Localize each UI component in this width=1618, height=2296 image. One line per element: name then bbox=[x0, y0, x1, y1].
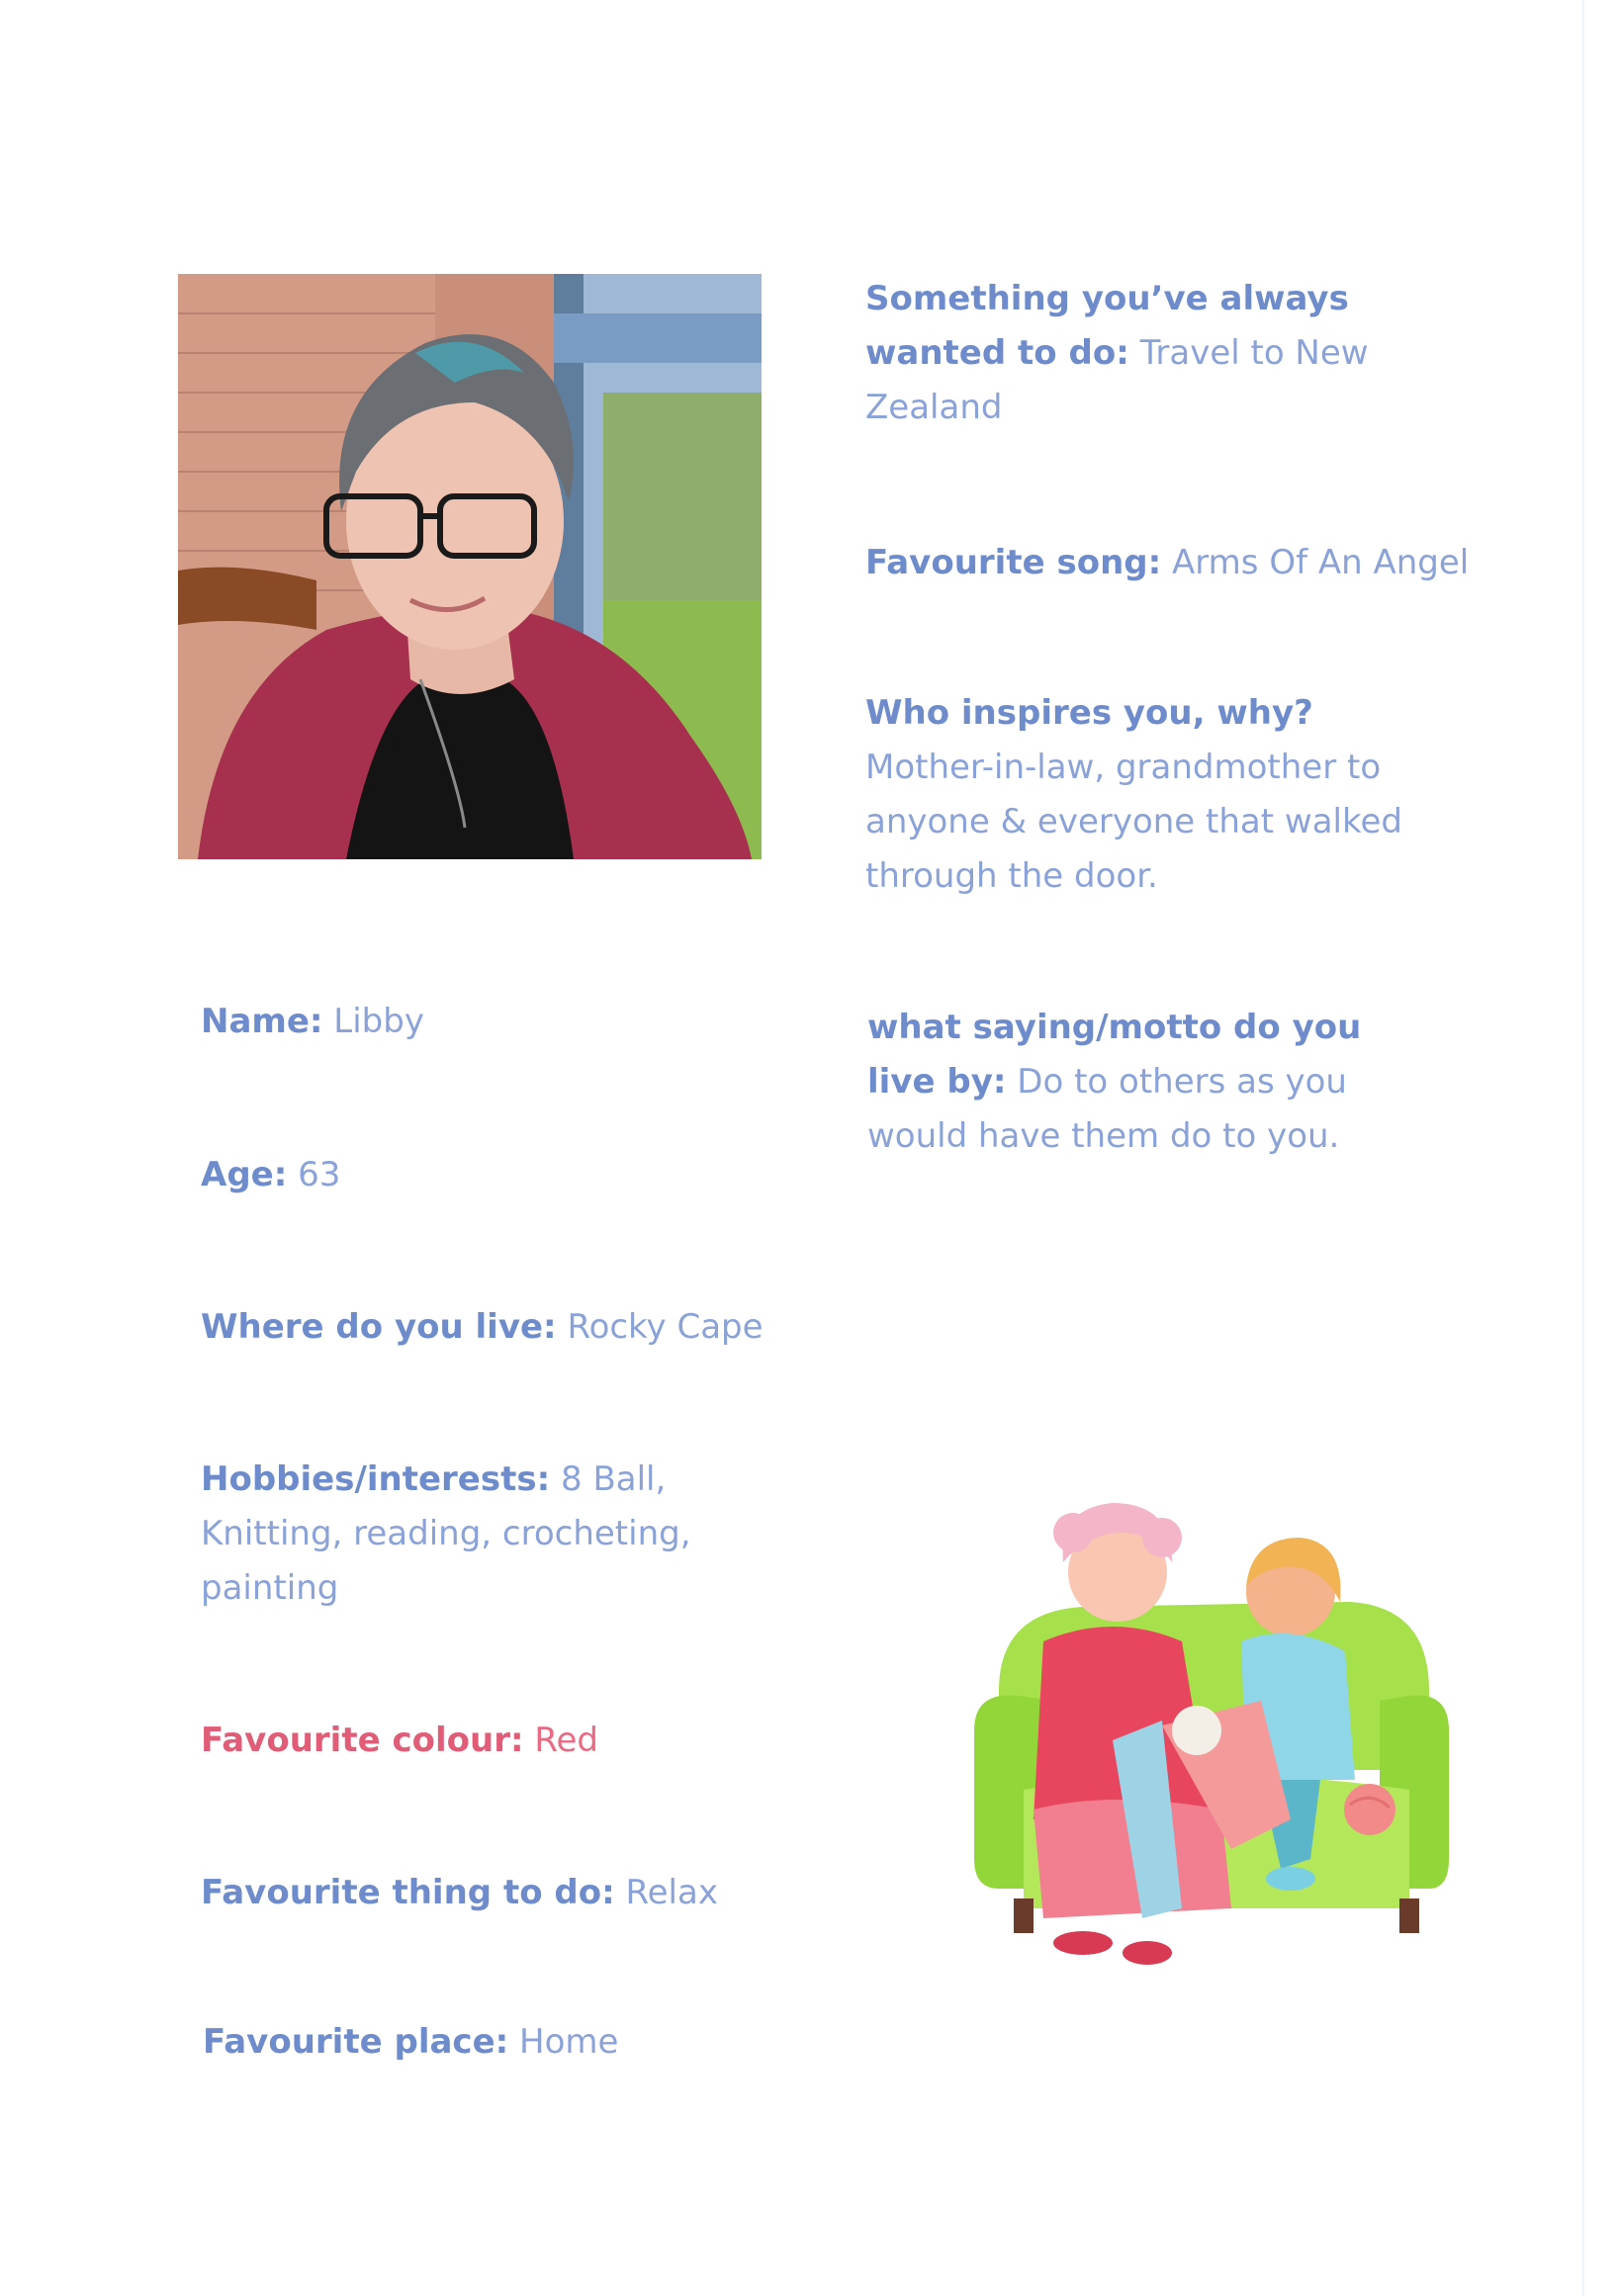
favourite-thing-field bbox=[201, 1866, 834, 1920]
inspires-value: Mother-in-law, grandmother to anyone & everyone that walked through the door. bbox=[865, 748, 1402, 896]
favourite-colour-label: Favourite colour: bbox=[201, 1721, 524, 1760]
favourite-thing-label: Favourite thing to do: bbox=[201, 1873, 615, 1912]
hobbies-value: 8 Ball, Knitting, reading, crocheting, painting bbox=[201, 1459, 691, 1608]
favourite-colour-value: Red bbox=[534, 1721, 598, 1760]
motto-label: what saying/motto do you live by: bbox=[867, 1008, 1362, 1102]
where-live-label: Where do you live: bbox=[201, 1307, 557, 1347]
favourite-place-value: Home bbox=[519, 2022, 619, 2062]
inspires-field bbox=[865, 686, 1429, 904]
motto-value: Do to others as you would have them do to you. bbox=[867, 1062, 1347, 1156]
name-label: Name: bbox=[201, 1002, 323, 1041]
favourite-place-label: Favourite place: bbox=[203, 2022, 509, 2062]
inspires-label: Who inspires you, why? bbox=[865, 693, 1313, 733]
favourite-song-label: Favourite song: bbox=[865, 543, 1162, 582]
where-live-field bbox=[201, 1300, 834, 1355]
age-label: Age: bbox=[201, 1155, 288, 1194]
favourite-place-field bbox=[203, 2015, 836, 2070]
always-wanted-label: Something you’ve always wanted to do: bbox=[865, 279, 1349, 373]
favourite-song-field bbox=[865, 536, 1498, 590]
hobbies-label: Hobbies/interests: bbox=[201, 1459, 551, 1499]
where-live-value: Rocky Cape bbox=[567, 1307, 764, 1347]
favourite-colour-field bbox=[201, 1714, 794, 1768]
always-wanted-value: Travel to New Zealand bbox=[865, 333, 1369, 427]
page-edge-line bbox=[1582, 0, 1584, 2296]
name-field bbox=[201, 995, 794, 1049]
age-field bbox=[201, 1148, 794, 1202]
motto-field bbox=[867, 1001, 1421, 1164]
favourite-thing-value: Relax bbox=[625, 1873, 718, 1912]
always-wanted-field bbox=[865, 272, 1380, 435]
favourite-song-value: Arms Of An Angel bbox=[1172, 543, 1470, 582]
grandmother-knitting-illustration bbox=[964, 1493, 1459, 1987]
age-value: 63 bbox=[298, 1155, 341, 1194]
hobbies-field bbox=[201, 1453, 705, 1616]
portrait-photo bbox=[178, 274, 762, 859]
name-value: Libby bbox=[333, 1002, 424, 1041]
